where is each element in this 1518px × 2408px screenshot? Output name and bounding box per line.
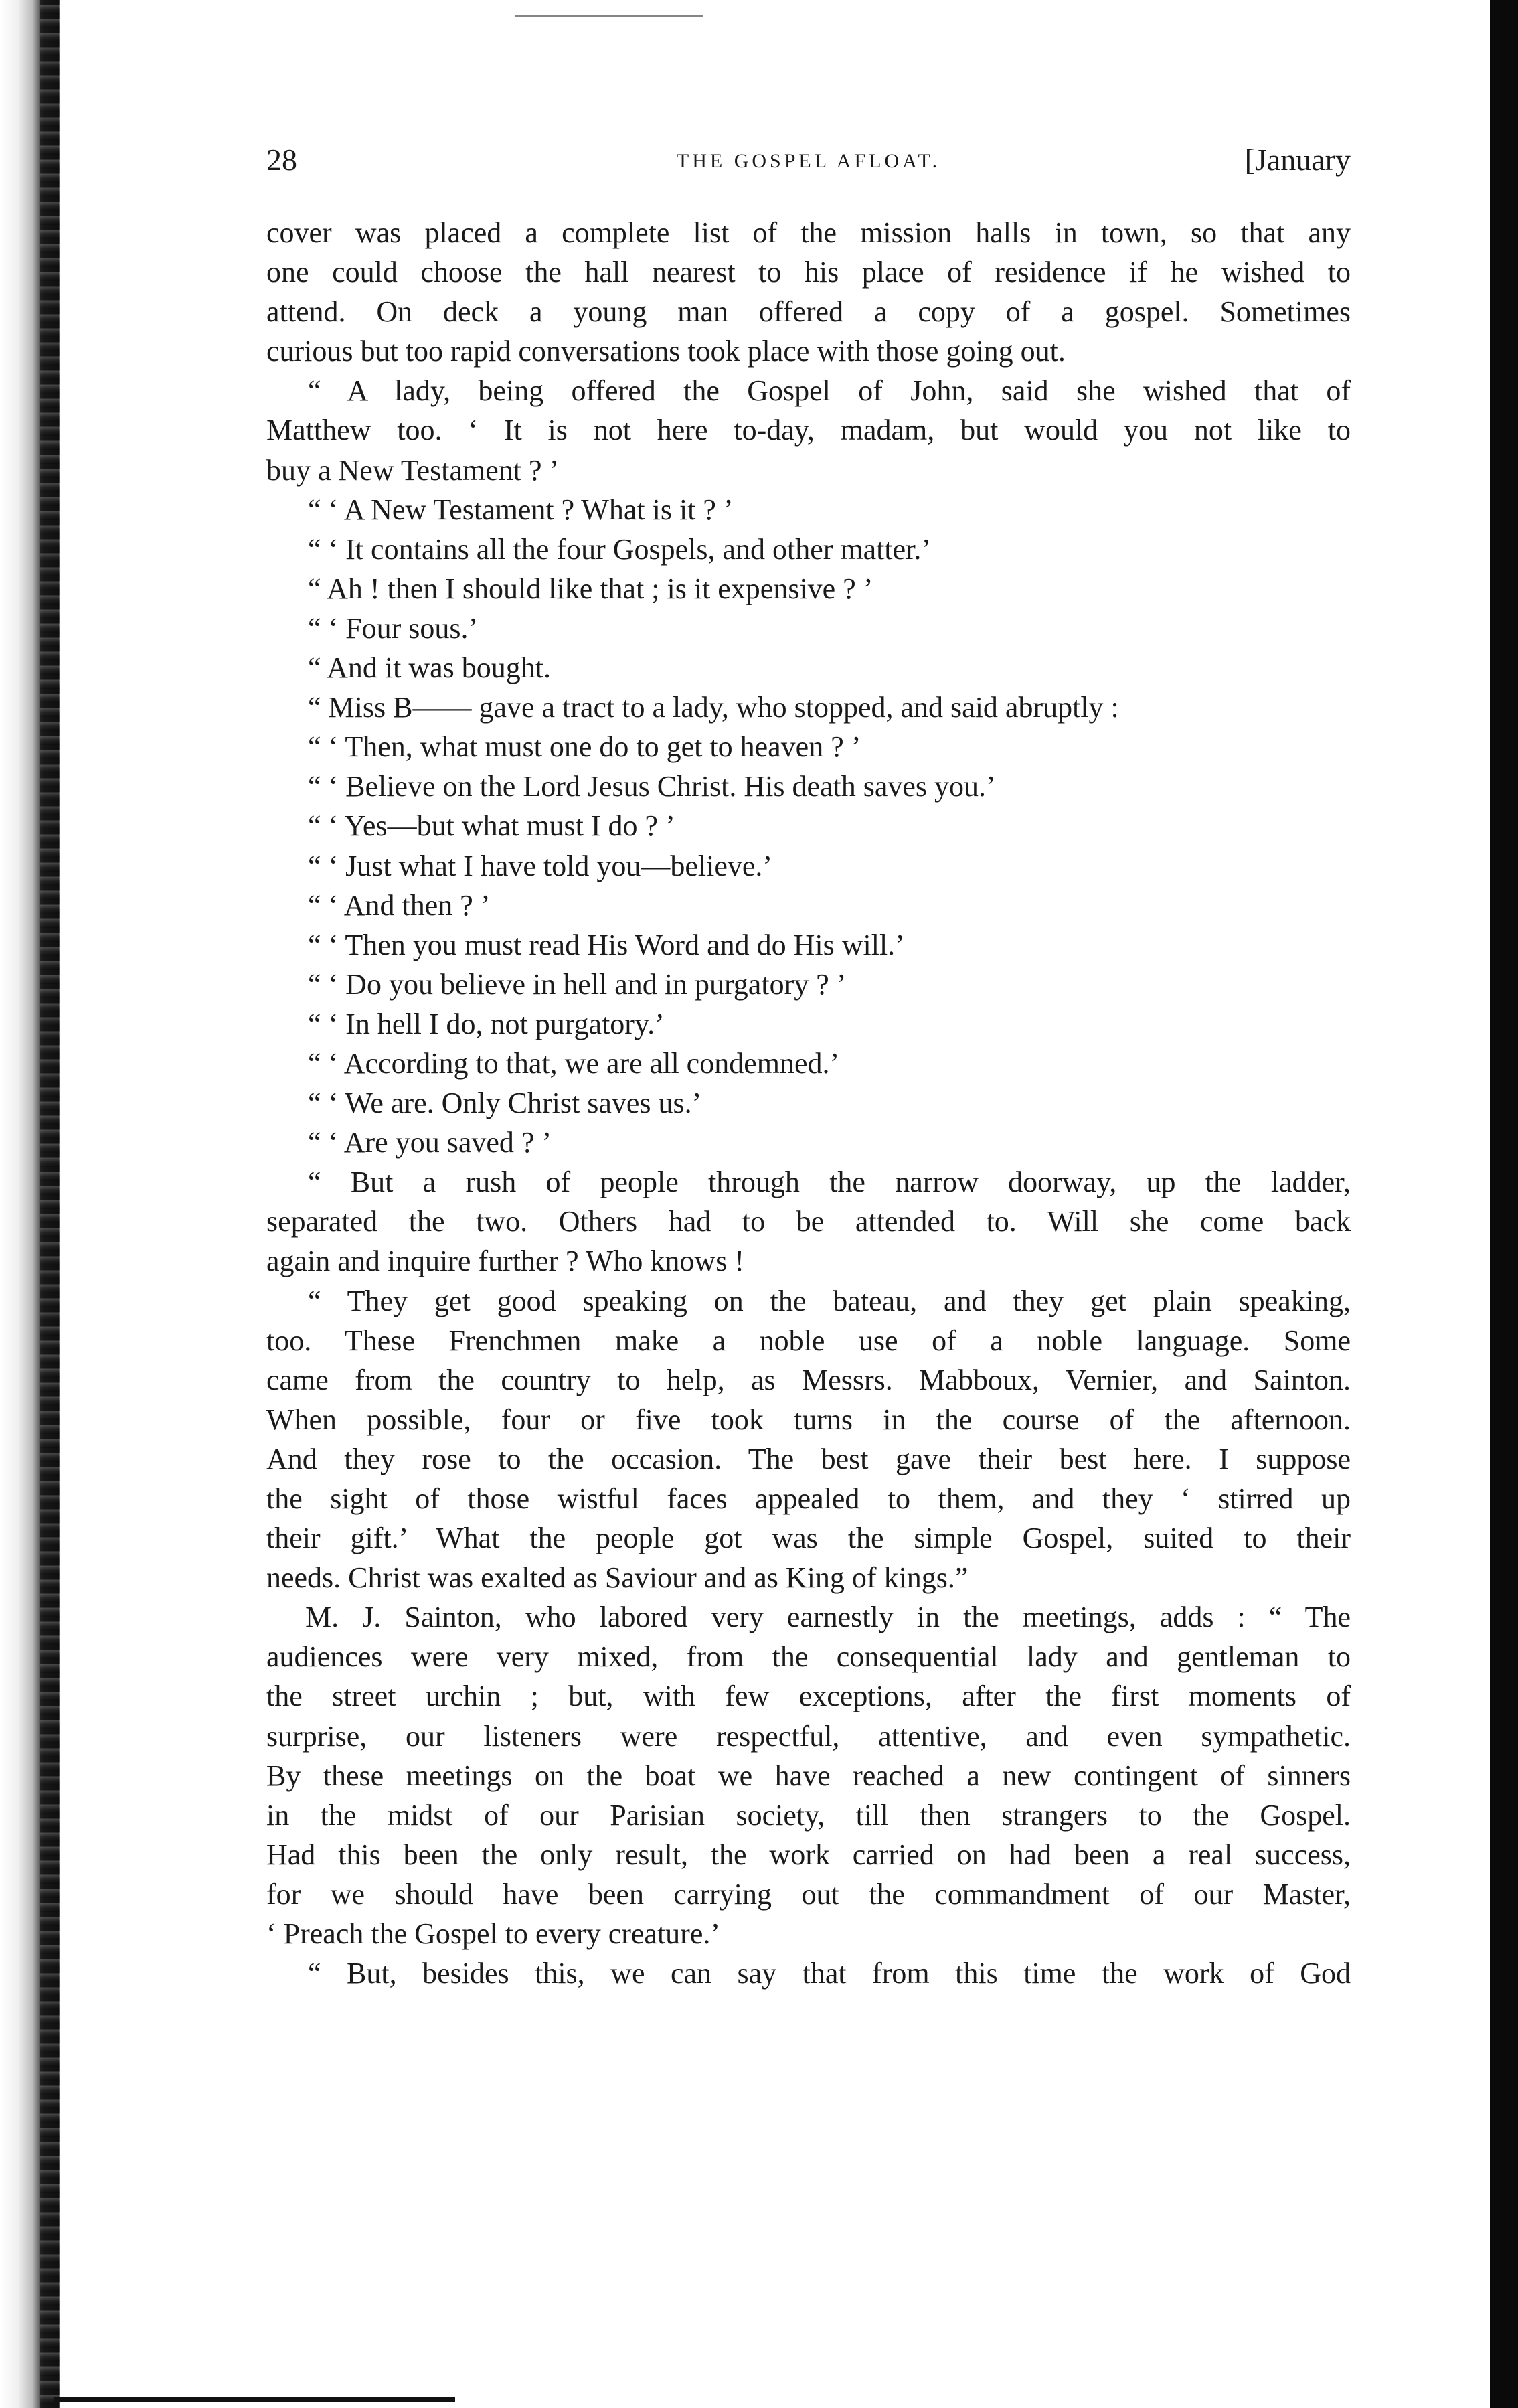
text-line: “ ‘ Do you believe in hell and in purgatory ? ’ <box>308 967 847 1001</box>
text-line: for we should have been carrying out the commandment of our Master, <box>266 1877 1351 1911</box>
text-line: “ Miss B—— gave a tract to a lady, who stopped, and said abruptly : <box>308 691 1119 724</box>
text-line: M. J. Sainton, who labored very earnestly in the meetings, adds : “ The <box>305 1601 1351 1634</box>
scan-binding-edge <box>40 0 60 2408</box>
text-line: “ ‘ According to that, we are all condemned.’ <box>308 1046 840 1080</box>
text-line: “ ‘ Yes—but what must I do ? ’ <box>308 809 675 843</box>
text-line: one could choose the hall nearest to his place of residence if he wished to <box>266 256 1351 289</box>
text-line: cover was placed a complete list of the mission halls in town, so that any <box>266 216 1351 249</box>
text-line: By these meetings on the boat we have reached a new contingent of sinners <box>266 1759 1351 1792</box>
text-line: too. These Frenchmen make a noble use of a noble language. Some <box>266 1323 1351 1357</box>
text-line: attend. On deck a young man offered a copy of a gospel. Sometimes <box>266 295 1351 329</box>
scan-right-edge <box>1490 0 1518 2408</box>
text-line: separated the two. Others had to be attended to. Will she come back <box>266 1205 1351 1238</box>
text-line: the street urchin ; but, with few exceptions, after the first moments of <box>266 1680 1351 1713</box>
running-title: THE GOSPEL AFLOAT. <box>676 150 941 172</box>
running-head <box>266 142 1351 189</box>
text-line: “ ‘ And then ? ’ <box>308 888 491 922</box>
text-line: Matthew too. ‘ It is not here to-day, madam, but would you not like to <box>266 414 1351 447</box>
text-line: “ But a rush of people through the narrow doorway, up the ladder, <box>308 1166 1351 1199</box>
text-line: buy a New Testament ? ’ <box>266 453 560 487</box>
text-line: And they rose to the occasion. The best gave their best here. I suppose <box>266 1442 1351 1475</box>
text-line: again and inquire further ? Who knows ! <box>266 1245 744 1278</box>
text-line: “ ‘ Then, what must one do to get to heaven ? ’ <box>308 730 861 764</box>
text-line: “ ‘ Four sous.’ <box>308 611 479 645</box>
scan-top-mark <box>515 15 703 17</box>
text-line: “ ‘ In hell I do, not purgatory.’ <box>308 1007 665 1040</box>
text-line: “ A lady, being offered the Gospel of John, said she wished that of <box>308 374 1351 408</box>
text-line: “ ‘ A New Testament ? What is it ? ’ <box>308 493 734 526</box>
text-line: “ ‘ Just what I have told you—believe.’ <box>308 849 773 882</box>
text-line: “ Ah ! then I should like that ; is it expensive ? ’ <box>308 572 873 605</box>
body-text <box>266 213 1351 1993</box>
text-line: When possible, four or five took turns in the course of the afternoon. <box>266 1402 1351 1436</box>
scan-bottom-mark <box>54 2397 455 2402</box>
text-line: Had this been the only result, the work carried on had been a real success, <box>266 1838 1351 1871</box>
text-line: “ ‘ Believe on the Lord Jesus Christ. His death saves you.’ <box>308 770 996 803</box>
text-line: “ ‘ Are you saved ? ’ <box>308 1126 552 1159</box>
text-line: came from the country to help, as Messrs. Mabboux, Vernier, and Sainton. <box>266 1363 1351 1396</box>
text-line: “ ‘ It contains all the four Gospels, and other matter.’ <box>308 532 932 566</box>
text-line: “ And it was bought. <box>308 651 551 685</box>
text-line: audiences were very mixed, from the consequential lady and gentleman to <box>266 1640 1351 1674</box>
text-line: ‘ Preach the Gospel to every creature.’ <box>266 1917 721 1951</box>
page-number: 28 <box>266 143 297 177</box>
text-line: surprise, our listeners were respectful, attentive, and even sympathetic. <box>266 1719 1351 1753</box>
text-line: their gift.’ What the people got was the simple Gospel, suited to their <box>266 1522 1351 1555</box>
text-line: “ ‘ Then you must read His Word and do His will.’ <box>308 928 905 961</box>
running-month: [January <box>1244 143 1351 177</box>
text-line: “ But, besides this, we can say that from this time the work of God <box>308 1957 1351 1990</box>
text-line: the sight of those wistful faces appealed to them, and they ‘ stirred up <box>266 1482 1351 1515</box>
text-line: “ They get good speaking on the bateau, and they get plain speaking, <box>308 1284 1351 1317</box>
text-line: “ ‘ We are. Only Christ saves us.’ <box>308 1087 702 1120</box>
text-line: needs. Christ was exalted as Saviour and as King of kings.” <box>266 1561 968 1595</box>
text-line: curious but too rapid conversations took place with those going out. <box>266 335 1066 368</box>
text-line: in the midst of our Parisian society, till then strangers to the Gospel. <box>266 1798 1351 1832</box>
